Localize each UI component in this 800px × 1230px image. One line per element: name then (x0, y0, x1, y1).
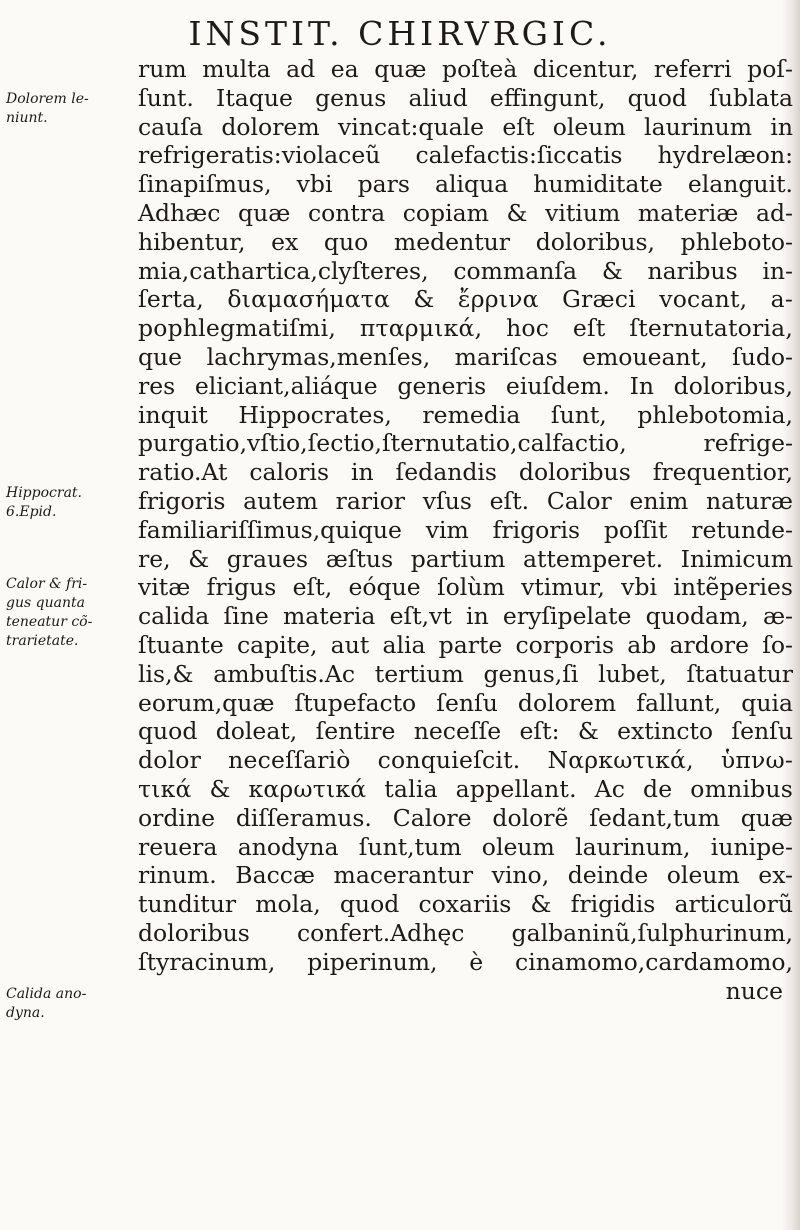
text-line: rum multa ad ea quæ poſteà dicentur, referri poſ- (138, 55, 793, 83)
text-line: τικά & καρωτικά talia appellant. Ac de omnibus (138, 774, 793, 803)
text-line: ſtyracinum, piperinum, è cinamomo,cardamomo, (138, 947, 793, 976)
margin-note-line: niunt. (6, 110, 48, 126)
text-line: quod doleat, ſentire neceſſe eſt: & extincto ſenſu (138, 717, 793, 746)
catchword: nuce (725, 976, 783, 1005)
text-line: mia,cathartica,clyſteres, commanſa & naribus in- (138, 256, 793, 285)
text-line: que lachrymas,menſes, mariſcas emoueant, ſudo- (138, 342, 793, 371)
margin-note-dolorem (6, 90, 136, 128)
text-line: tunditur mola, quod coxariis & frigidis articulorũ (138, 890, 793, 919)
text-line: ratio.At caloris in ſedandis doloribus frequentior, (138, 458, 793, 487)
text-line: hibentur, ex quo medentur doloribus, phleboto- (138, 227, 793, 256)
text-line: rinum. Baccæ macerantur vino, deinde oleum ex- (138, 861, 793, 890)
text-line: doloribus confert.Adhęc galbaninũ,ſulphurinum, (138, 918, 793, 947)
text-line: purgatio,vſtio,ſectio,ſternutatio,calfactio, refrige- (138, 429, 793, 458)
running-header: INSTIT. CHIRVRGIC. (188, 14, 612, 53)
margin-note-calida (6, 985, 136, 1023)
margin-note-line: dyna. (6, 1005, 45, 1021)
text-line: re, & graues æſtus partium attemperet. Inimicum (138, 544, 793, 573)
text-line: inquit Hippocrates, remedia ſunt, phlebotomia, (138, 400, 793, 429)
text-line: familiariſſimus,quique vim frigoris poſſit retunde- (138, 515, 793, 544)
text-line: dolor neceſſariò conquieſcit. Ναρκωτικά, ὑπνω- (138, 746, 793, 775)
text-line: ordine diſſeramus. Calore dolorẽ ſedant,tum quæ (138, 803, 793, 832)
body-text (138, 55, 793, 1005)
text-line: res eliciant,aliáque generis eiuſdem. In doloribus, (138, 371, 793, 400)
margin-note-hippocrat (6, 484, 136, 522)
text-line: reuera anodyna ſunt,tum oleum laurinum, iunipe- (138, 832, 793, 861)
text-line: refrigeratis:violaceũ calefactis:ſiccatis hydrelæon: (138, 141, 793, 170)
text-line: pophlegmatiſmi, πταρμικά, hoc eſt ſternutatoria, (138, 314, 793, 343)
margin-note-calor (6, 575, 136, 651)
text-line: lis,& ambuſtis.Ac tertium genus,ſi lubet, ſtatuatur (138, 659, 793, 688)
text-line: vitæ frigus eſt, eóque ſolùm vtimur, vbi intẽperies (138, 573, 793, 602)
margin-note-line: Dolorem le- (6, 91, 89, 107)
text-line: ſtuante capite, aut alia parte corporis ab ardore ſo- (138, 630, 793, 659)
margin-note-line: Hippocrat. (6, 485, 82, 501)
margin-note-line: Calor & fri- (6, 576, 88, 592)
text-line: ſunt. Itaque genus aliud effingunt, quod ſublata (138, 83, 793, 112)
text-line: cauſa dolorem vincat:quale eſt oleum laurinum in (138, 112, 793, 141)
text-line: calida ſine materia eſt,vt in eryſipelate quodam, æ- (138, 602, 793, 631)
margin-note-line: Calida ano- (6, 986, 87, 1002)
text-line: eorum,quæ ſtupefacto ſenſu dolorem fallunt, quia (138, 688, 793, 717)
text-line: frigoris autem rarior vſus eſt. Calor enim naturæ (138, 486, 793, 515)
margin-note-line: teneatur cõ- (6, 614, 93, 630)
margin-note-line: 6.Epid. (6, 504, 57, 520)
margin-note-line: gus quanta (6, 595, 85, 611)
margin-note-line: trarietate. (6, 633, 79, 649)
text-line: ſinapiſmus, vbi pars aliqua humiditate elanguit. (138, 170, 793, 199)
text-line: ſerta, διαμασήματα & ἔρρινα Græci vocant, a- (138, 285, 793, 314)
text-line: Adhæc quæ contra copiam & vitium materiæ ad- (138, 198, 793, 227)
